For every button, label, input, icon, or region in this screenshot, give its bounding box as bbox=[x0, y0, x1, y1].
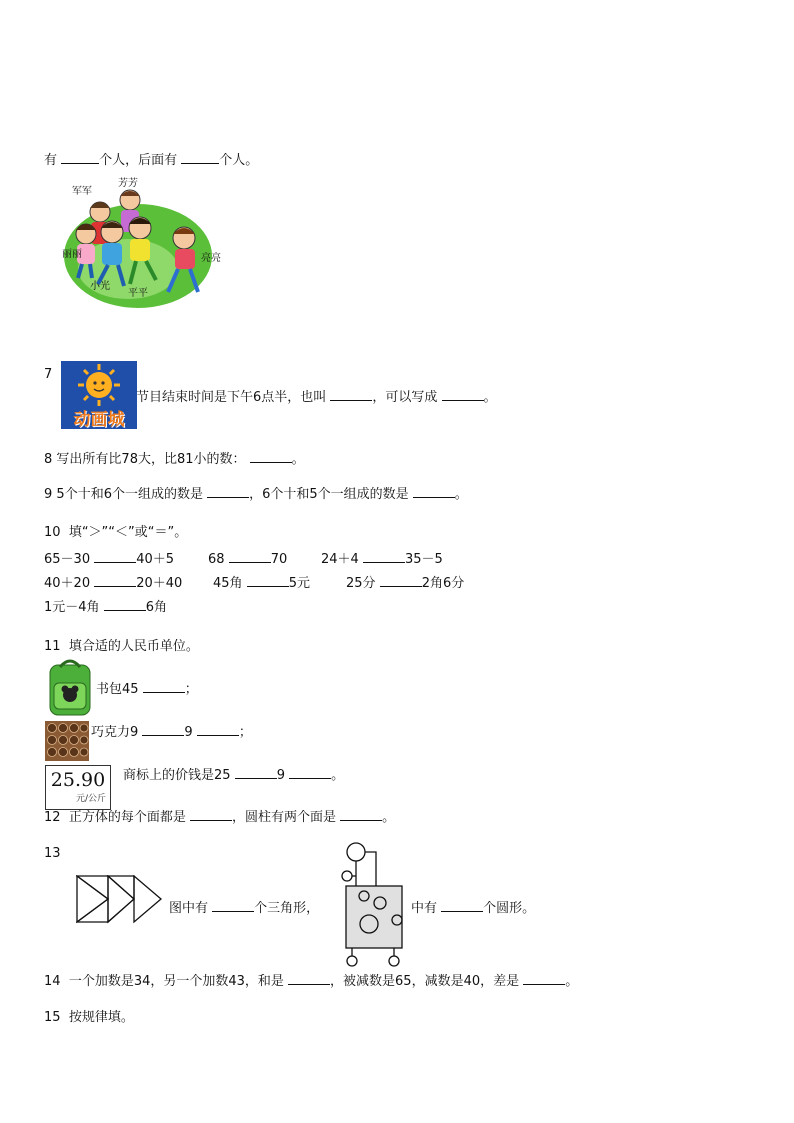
q10-row-3: 1元－4角 6角 bbox=[44, 600, 167, 615]
q12-blank-2[interactable] bbox=[340, 808, 382, 821]
name-junjun: 军军 bbox=[72, 186, 92, 197]
q8-line: 8 写出所有比78大，比81小的数： 。 bbox=[44, 452, 305, 467]
q10-row-1: 24＋4 35－5 bbox=[321, 552, 443, 567]
q7-blank-2[interactable] bbox=[442, 388, 484, 401]
q9-line: 9 5个十和6个一组成的数是 ，6个十和5个一组成的数是 。 bbox=[44, 487, 468, 502]
robot-figure bbox=[338, 840, 408, 970]
q14-blank-diff[interactable] bbox=[523, 972, 565, 985]
q10-blank[interactable] bbox=[247, 574, 289, 587]
name-lili: 丽丽 bbox=[62, 249, 82, 260]
price-value: 25.90 bbox=[50, 769, 106, 791]
q8-blank[interactable] bbox=[250, 450, 292, 463]
cartoon-city-logo bbox=[61, 361, 137, 429]
q7-blank-1[interactable] bbox=[330, 388, 372, 401]
q10-blank[interactable] bbox=[380, 574, 422, 587]
name-pingping: 平平 bbox=[128, 288, 148, 299]
q10-row-2: 40＋20 20＋40 bbox=[44, 576, 183, 591]
q7-text: 节目结束时间是下午6点半，也叫 ，可以写成 。 bbox=[136, 390, 497, 405]
price-tag bbox=[45, 765, 111, 810]
q11-blank-choc-1[interactable] bbox=[142, 723, 184, 736]
q11-blank-price-1[interactable] bbox=[235, 766, 277, 779]
schoolbag-image bbox=[44, 657, 96, 719]
q9-blank-2[interactable] bbox=[413, 485, 455, 498]
name-fangfang: 芳芳 bbox=[118, 178, 138, 189]
q11-item-1: 书包45 ； bbox=[96, 682, 198, 697]
name-xiaoguang: 小光 bbox=[90, 281, 110, 292]
q10-blank[interactable] bbox=[94, 550, 136, 563]
q6-blank-front[interactable] bbox=[61, 151, 99, 164]
q11-item-2: 巧克力9 9 ； bbox=[91, 725, 252, 740]
q14-blank-sum[interactable] bbox=[288, 972, 330, 985]
q15-line: 15 按规律填。 bbox=[44, 1010, 134, 1025]
chocolate-box-image bbox=[45, 721, 89, 761]
q6-blank-back[interactable] bbox=[181, 151, 219, 164]
q10-blank[interactable] bbox=[363, 550, 405, 563]
q10-row-2: 45角 5元 bbox=[213, 576, 310, 591]
q13-number: 13 bbox=[44, 846, 61, 861]
q10-blank[interactable] bbox=[94, 574, 136, 587]
q6-line: 有 个人，后面有 个人。 bbox=[44, 153, 259, 168]
q10-row-1: 65－30 40＋5 bbox=[44, 552, 175, 567]
q13-part-1: 图中有 个三角形， bbox=[169, 901, 320, 916]
q11-title: 11 填合适的人民币单位。 bbox=[44, 639, 199, 654]
q12-blank-1[interactable] bbox=[190, 808, 232, 821]
q10-blank[interactable] bbox=[104, 598, 146, 611]
q14-line: 14 一个加数是34，另一个加数43，和是 ，被减数是65，减数是40，差是 。 bbox=[44, 974, 579, 989]
q13-blank-circles[interactable] bbox=[441, 899, 483, 912]
q10-blank[interactable] bbox=[229, 550, 271, 563]
name-liangliang: 亮亮 bbox=[201, 253, 221, 264]
q11-blank-bag[interactable] bbox=[143, 680, 185, 693]
q7-number: 7 bbox=[44, 367, 53, 382]
logo-text: 动画城 bbox=[73, 410, 125, 429]
price-unit: 元/公斤 bbox=[75, 794, 106, 804]
q10-title: 10 填“＞”“＜”或“＝”。 bbox=[44, 525, 188, 540]
q9-blank-1[interactable] bbox=[207, 485, 249, 498]
q13-blank-triangles[interactable] bbox=[212, 899, 254, 912]
q12-line: 12 正方体的每个面都是 ，圆柱有两个面是 。 bbox=[44, 810, 396, 825]
q11-item-3: 商标上的价钱是25 9 。 bbox=[123, 768, 345, 783]
q10-row-1: 68 70 bbox=[208, 552, 288, 567]
triangles-figure bbox=[76, 875, 164, 927]
q10-row-2: 25分 2角6分 bbox=[346, 576, 465, 591]
q11-blank-price-2[interactable] bbox=[289, 766, 331, 779]
q11-blank-choc-2[interactable] bbox=[197, 723, 239, 736]
q13-part-2: 中有 个圆形。 bbox=[411, 901, 536, 916]
